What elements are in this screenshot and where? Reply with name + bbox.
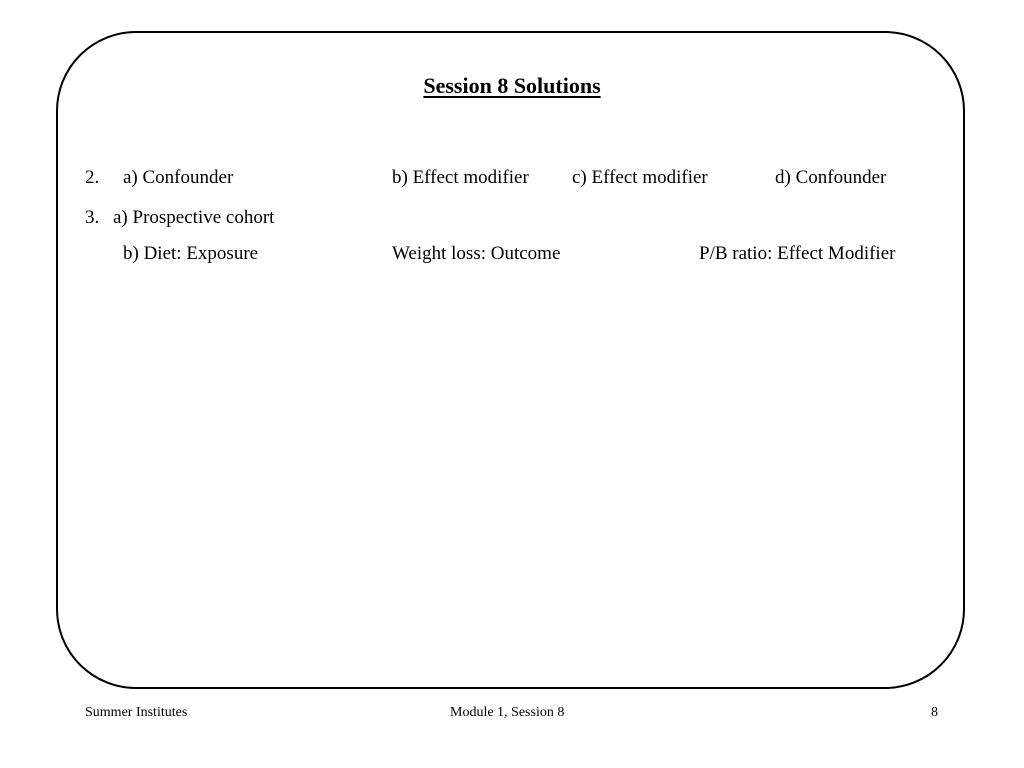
footer-center-text: Module 1, Session 8	[450, 705, 565, 720]
question-3-answer-a: a) Prospective cohort	[113, 207, 275, 228]
footer-page-number: 8	[931, 705, 938, 720]
question-2-answer-c: c) Effect modifier	[572, 167, 708, 188]
footer-left-text: Summer Institutes	[85, 705, 188, 720]
question-3-number: 3.	[85, 207, 100, 228]
question-3-answer-b-modifier: P/B ratio: Effect Modifier	[699, 243, 896, 264]
question-2-answer-a: a) Confounder	[123, 167, 234, 188]
question-2-answer-b: b) Effect modifier	[392, 167, 529, 188]
rounded-content-frame	[56, 31, 965, 689]
question-2-number: 2.	[85, 167, 100, 188]
slide-title: Session 8 Solutions	[423, 73, 601, 98]
question-3-answer-b-exposure: b) Diet: Exposure	[123, 243, 259, 264]
question-2-answer-d: d) Confounder	[775, 167, 887, 188]
question-3-answer-b-outcome: Weight loss: Outcome	[392, 243, 561, 264]
